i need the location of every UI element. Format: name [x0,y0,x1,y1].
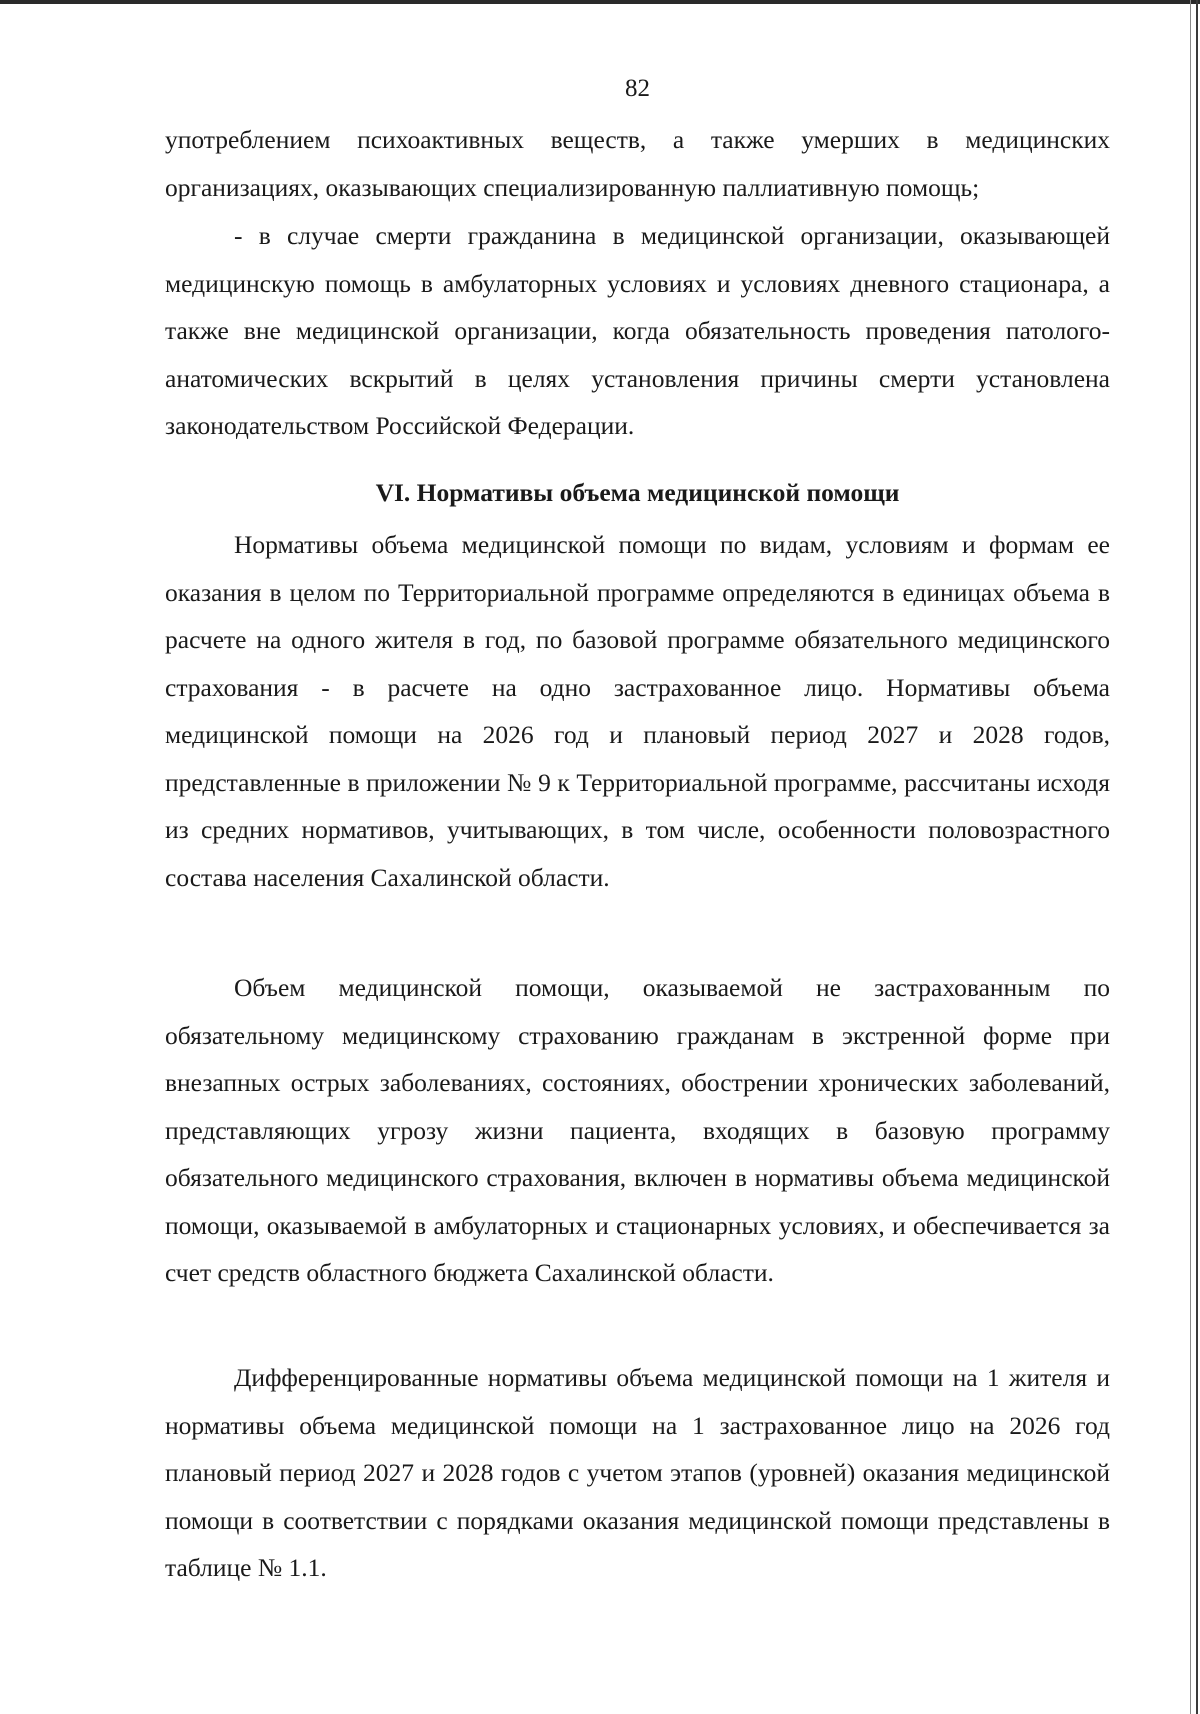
section-heading: VI. Нормативы объема медицинской помощи [375,478,900,507]
paragraph-text: употреблением психоактивных веществ, а также умерших в медицинских организациях, оказывающих специализированную паллиативную помощь; [165,125,1110,202]
paragraph-continuation [165,116,1110,211]
paragraph-uninsured-volume [165,964,1110,1297]
paragraph-text: Нормативы объема медицинской помощи по видам, условиям и формам ее оказания в целом по Территориальной программе определяются в единицах объема в расчете на одного жителя в год, по базовой программе обязательного медицинского страхования - в расчете на одно застрахованное лицо. Нормативы объема медицинской помощи на 2026 год и плановый период 2027 и 2028 годов, представленные в приложении № 9 к Территориальной программе, рассчитаны исходя из средних нормативов, учитывающих, в том числе, особенности половозрастного состава населения Сахалинской области. [165,530,1110,892]
scan-border-right [1196,0,1198,1714]
paragraph-text: - в случае смерти гражданина в медицинской организации, оказывающей медицинскую помощь в амбулаторных условиях и условиях дневного стационара, а также вне медицинской организации, когда обязательность проведения патолого-анатомических вскрытий в целях установления причины смерти установлена законодательством Российской Федерации. [165,221,1110,440]
paragraph-volume-norms [165,521,1110,901]
paragraph-differentiated-norms [165,1354,1110,1592]
paragraph-text: Дифференцированные нормативы объема медицинской помощи на 1 жителя и нормативы объема медицинской помощи на 1 застрахованное лицо на 2026 год плановый период 2027 и 2028 годов с учетом этапов (уровней) оказания медицинской помощи в соответствии с порядками оказания медицинской помощи представлены в таблице № 1.1. [165,1363,1110,1582]
page-number: 82 [625,75,650,102]
scan-border-top [0,0,1200,4]
paragraph-death-case [165,212,1110,450]
scan-border-right-inner [1190,0,1191,1714]
paragraph-text: Объем медицинской помощи, оказываемой не застрахованным по обязательному медицинскому страхованию гражданам в экстренной форме при внезапных острых заболеваниях, состояниях, обострении хронических заболеваний, представляющих угрозу жизни пациента, входящих в базовую программу обязательного медицинского страхования, включен в нормативы объема медицинской помощи, оказываемой в амбулаторных и стационарных условиях, и обеспечивается за счет средств областного бюджета Сахалинской области. [165,973,1110,1287]
